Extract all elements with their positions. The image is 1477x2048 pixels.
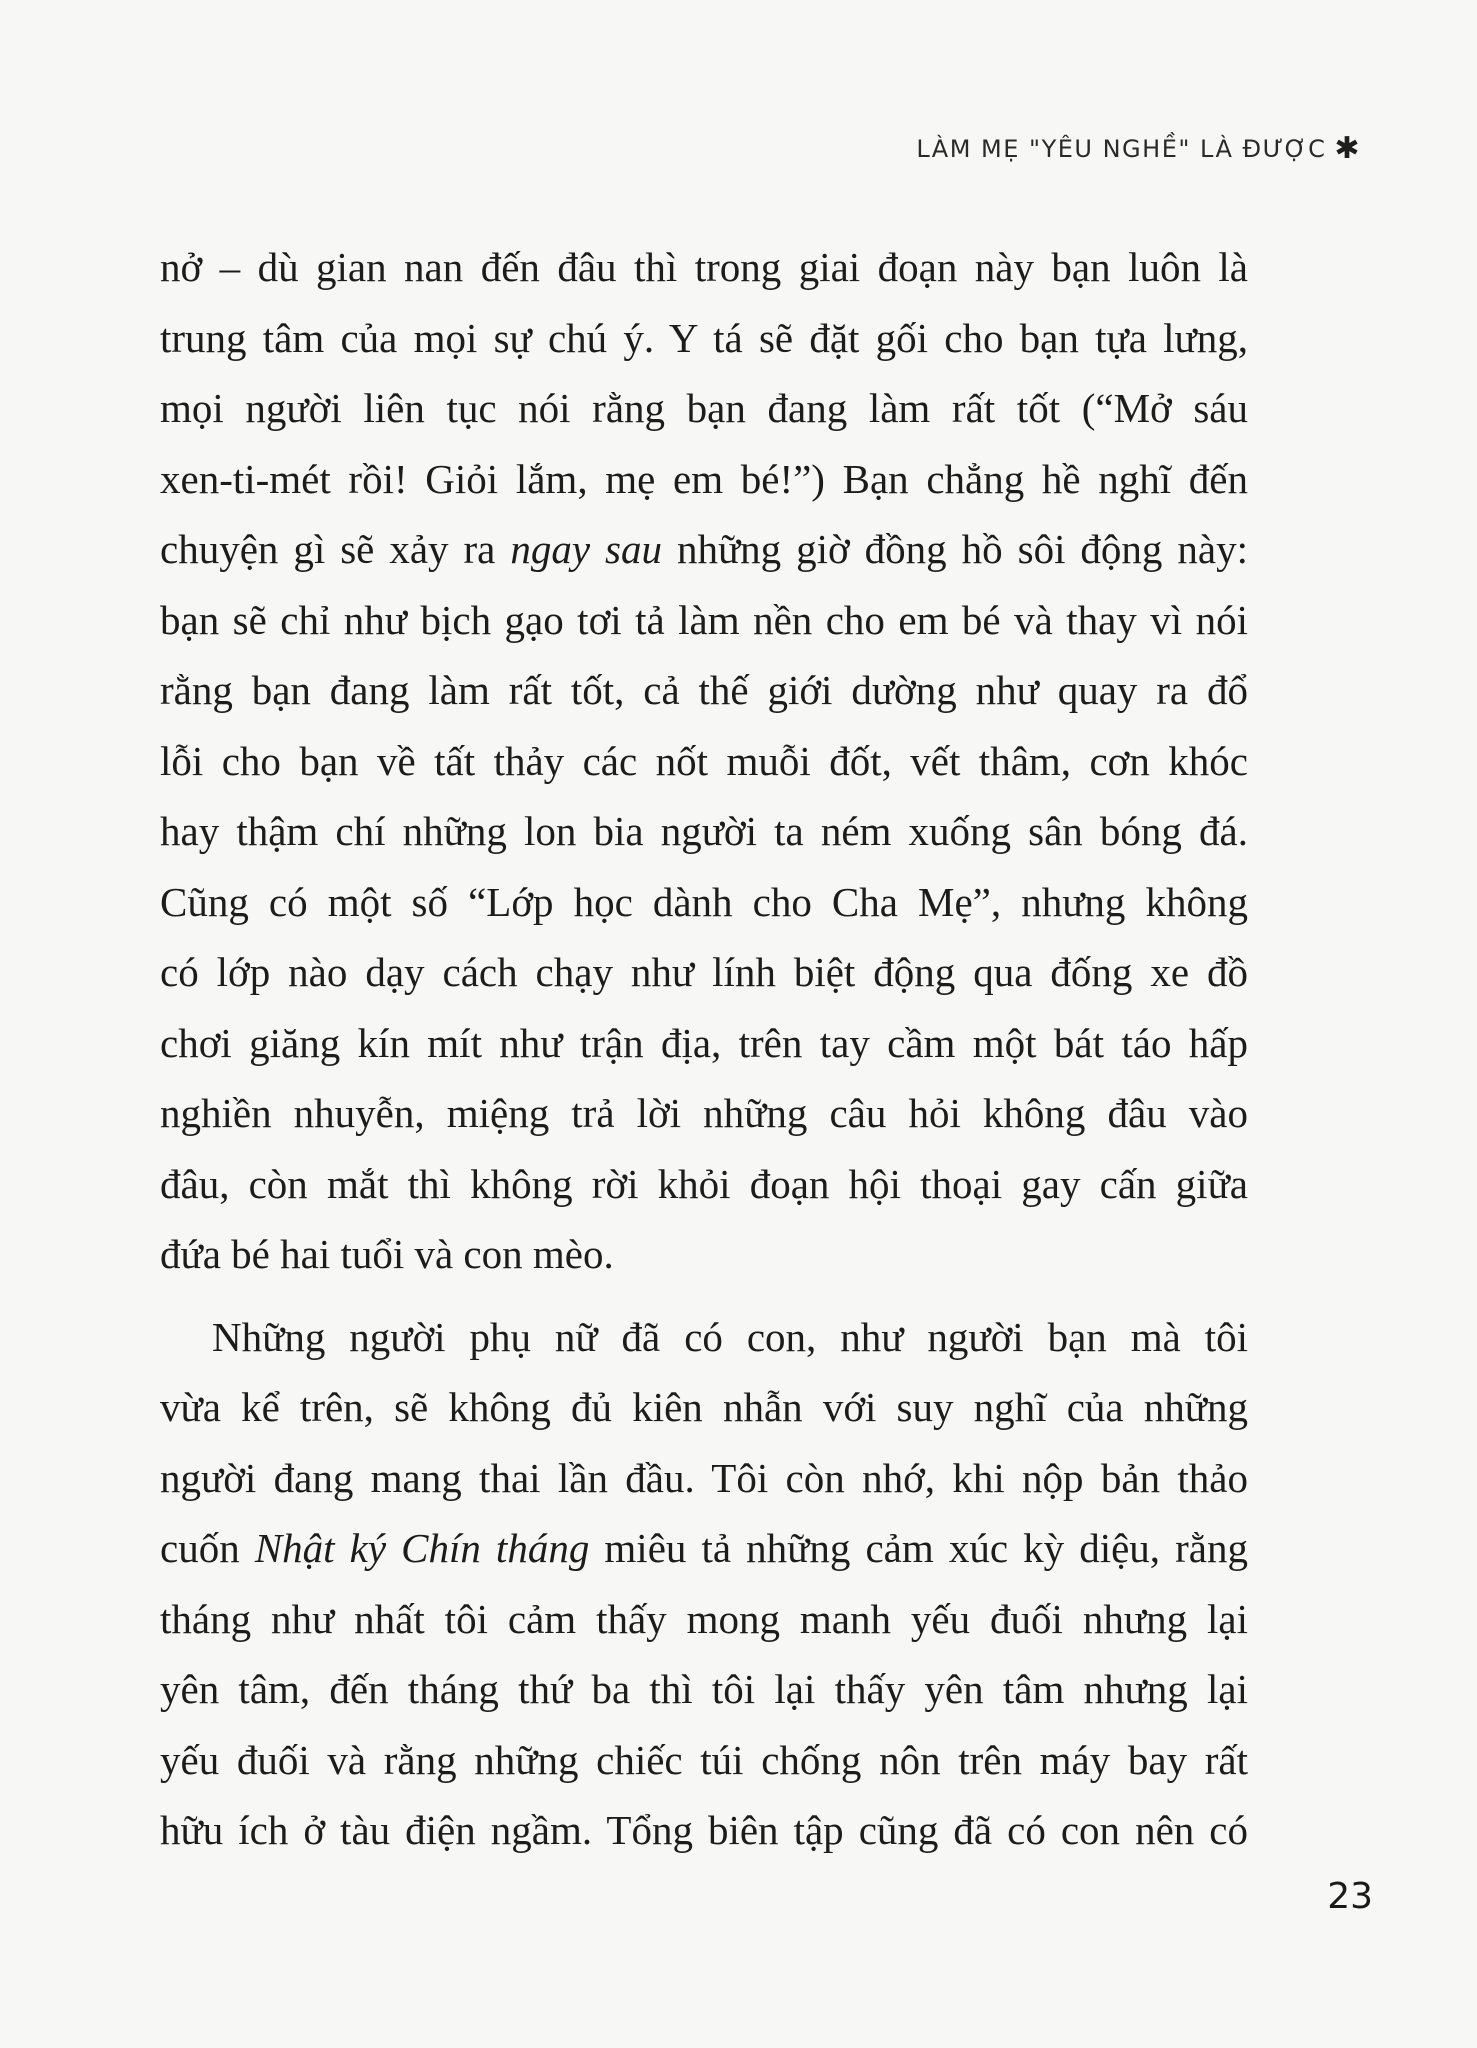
text-run: những giờ đồng hồ sôi động này:	[661, 526, 1248, 572]
text-run: Cũng có một số “Lớp học dành cho Cha Mẹ”, nhưng không	[160, 878, 1248, 925]
text-line	[160, 1443, 1248, 1514]
paragraph	[160, 232, 1248, 1290]
paragraph	[160, 1302, 1248, 1866]
text-run: miêu tả những cảm xúc kỳ diệu, rằng	[589, 1525, 1249, 1571]
text-line	[160, 232, 1248, 303]
text-run: rằng bạn đang làm rất tốt, cả thế giới dường như quay ra đổ	[160, 667, 1248, 713]
running-head-title: LÀM MẸ "YÊU NGHỀ" LÀ ĐƯỢC	[916, 135, 1327, 163]
text-line	[160, 1795, 1248, 1866]
text-run: nở – dù gian nan đến đâu thì trong giai đoạn này bạn luôn là	[160, 244, 1248, 290]
text-run: bạn sẽ chỉ như bịch gạo tơi tả làm nền cho em bé và thay vì nói	[160, 596, 1248, 643]
text-run: tháng như nhất tôi cảm thấy mong manh yếu đuối nhưng lại	[160, 1595, 1248, 1642]
text-line	[160, 585, 1248, 656]
text-run: yên tâm, đến tháng thứ ba thì tôi lại thấy yên tâm nhưng lại	[160, 1666, 1248, 1712]
star-ornament-icon: ✱	[1334, 131, 1361, 166]
text-line	[160, 1078, 1248, 1149]
text-line	[160, 1008, 1248, 1079]
text-line	[160, 796, 1248, 867]
text-run: có lớp nào dạy cách chạy như lính biệt động qua đống xe đồ	[160, 949, 1248, 995]
italic-text: ngay sau	[510, 526, 662, 572]
text-run: lỗi cho bạn về tất thảy các nốt muỗi đốt, vết thâm, cơn khóc	[160, 737, 1248, 784]
text-run: chuyện gì sẽ xảy ra	[160, 526, 511, 572]
text-line	[160, 726, 1248, 797]
text-run: cuốn	[160, 1525, 255, 1571]
text-run: người đang mang thai lần đầu. Tôi còn nhớ, khi nộp bản thảo	[160, 1454, 1248, 1501]
text-line	[160, 303, 1248, 374]
text-line	[160, 1372, 1248, 1443]
running-head	[916, 131, 1361, 166]
paragraph-gap	[160, 1290, 1248, 1302]
text-run: chơi giăng kín mít như trận địa, trên tay cầm một bát táo hấp	[160, 1019, 1248, 1066]
text-run: mọi người liên tục nói rằng bạn đang làm rất tốt (“Mở sáu	[160, 385, 1248, 431]
text-line	[160, 655, 1248, 726]
text-line	[160, 1584, 1248, 1655]
text-run: đứa bé hai tuổi và con mèo.	[160, 1231, 614, 1277]
text-run: vừa kể trên, sẽ không đủ kiên nhẫn với suy nghĩ của những	[160, 1384, 1248, 1430]
text-line	[160, 937, 1248, 1008]
text-run: nghiền nhuyễn, miệng trả lời những câu hỏi không đâu vào	[160, 1090, 1248, 1136]
text-line	[160, 373, 1248, 444]
text-run: trung tâm của mọi sự chú ý. Y tá sẽ đặt gối cho bạn tựa lưng,	[160, 314, 1248, 361]
text-line	[160, 1302, 1248, 1373]
text-line	[160, 1725, 1248, 1796]
text-line	[160, 1513, 1248, 1584]
text-line	[160, 1219, 1248, 1290]
text-line	[160, 867, 1248, 938]
text-run: yếu đuối và rằng những chiếc túi chống nôn trên máy bay rất	[160, 1736, 1248, 1783]
text-line	[160, 1654, 1248, 1725]
body-text	[160, 232, 1248, 1866]
text-run: xen-ti-mét rồi! Giỏi lắm, mẹ em bé!”) Bạn chẳng hề nghĩ đến	[160, 455, 1248, 502]
text-run: Những người phụ nữ đã có con, như người bạn mà tôi	[212, 1313, 1248, 1360]
text-run: hữu ích ở tàu điện ngầm. Tổng biên tập cũng đã có con nên có	[160, 1807, 1248, 1853]
text-line	[160, 514, 1248, 585]
text-run: đâu, còn mắt thì không rời khỏi đoạn hội thoại gay cấn giữa	[160, 1160, 1248, 1207]
text-line	[160, 1149, 1248, 1220]
text-run: hay thậm chí những lon bia người ta ném xuống sân bóng đá.	[160, 808, 1248, 854]
italic-text: Nhật ký Chín tháng	[254, 1525, 590, 1571]
page-number: 23	[1327, 1876, 1373, 1917]
text-line	[160, 444, 1248, 515]
